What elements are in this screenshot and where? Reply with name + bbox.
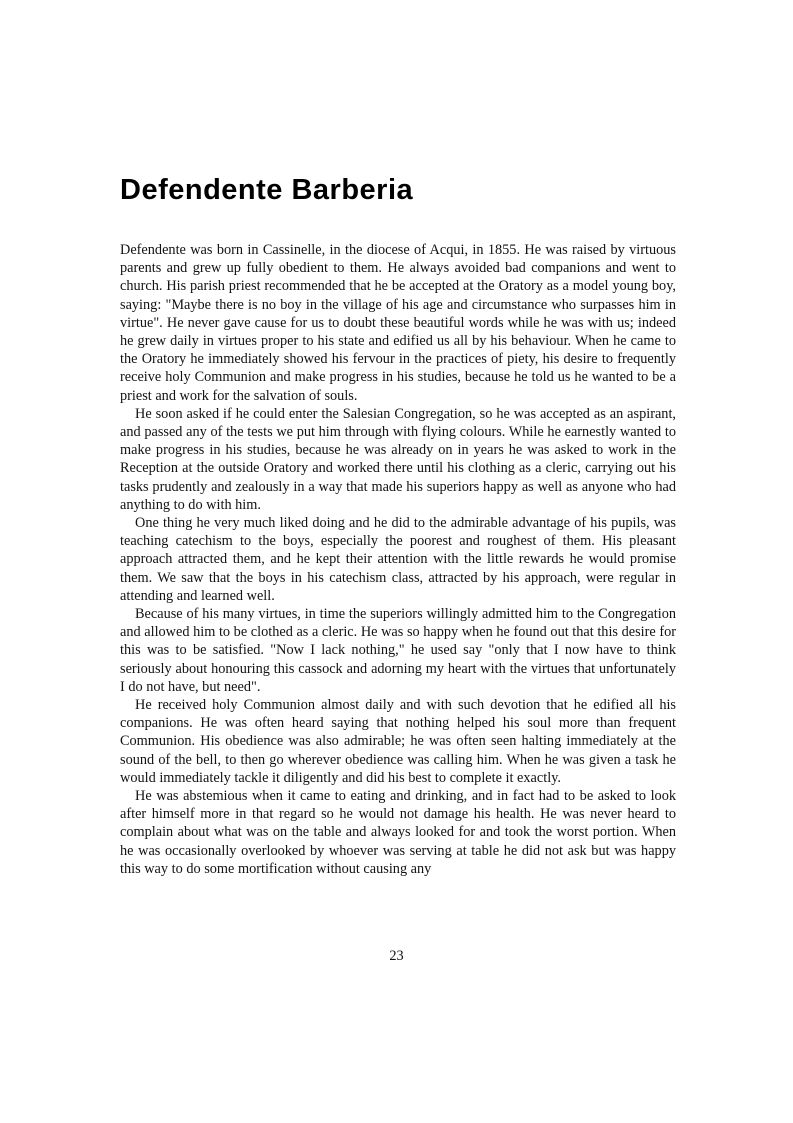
body-paragraph: He soon asked if he could enter the Salesian Congregation, so he was accepted as an aspirant, and passed any of the tests we put him through with flying colours. While he earnestly wanted to make progress in his studies, because he was already on in years he was asked to work in the Reception at the outside Oratory and worked there until his clothing as a cleric, carrying out his tasks prudently and zealously in a way that made his superiors happy as well as anyone who had anything to do with him.: [120, 405, 676, 513]
page-number: 23: [389, 948, 404, 964]
body-paragraph: One thing he very much liked doing and he did to the admirable advantage of his pupils, was teaching catechism to the boys, especially the poorest and roughest of them. His pleasant approach attracted them, and he kept their attention with the little rewards he would promise them. We saw that the boys in his catechism class, attracted by his approach, were regular in attending and learned well.: [120, 514, 676, 604]
body-paragraph: He received holy Communion almost daily and with such devotion that he edified all his companions. He was often heard saying that nothing helped his soul more than frequent Communion. His obedience was also admirable; he was often seen halting immediately at the sound of the bell, to then go wherever obedience was calling him. When he was given a task he would immediately tackle it diligently and did his best to complete it exactly.: [120, 696, 676, 786]
text-column: [120, 175, 676, 878]
body-paragraph: Defendente was born in Cassinelle, in the diocese of Acqui, in 1855. He was raised by virtuous parents and grew up fully obedient to them. He always avoided bad companions and went to church. His parish priest recommended that he be accepted at the Oratory as a model young boy, saying: "Maybe there is no boy in the village of his age and circumstance who surpasses him in virtue". He never gave cause for us to doubt these beautiful words while he was with us; indeed he grew daily in virtues proper to his state and edified us all by his behaviour. When he came to the Oratory he immediately showed his fervour in the practices of piety, his desire to frequently receive holy Communion and make progress in his studies, because he told us he wanted to be a priest and work for the salvation of souls.: [120, 241, 676, 404]
page-title: Defendente Barberia: [120, 174, 414, 206]
body-paragraph: He was abstemious when it came to eating and drinking, and in fact had to be asked to look after himself more in that regard so he would not damage his health. He was never heard to complain about what was on the table and always looked for and took the worst portion. When he was occasionally overlooked by whoever was serving at table he did not ask but was happy this way to do some mortification without causing any: [120, 787, 676, 877]
body-paragraph: Because of his many virtues, in time the superiors willingly admitted him to the Congregation and allowed him to be clothed as a cleric. He was so happy when he found out that this desire for this was to be satisfied. "Now I lack nothing," he used say "only that I now have to think seriously about honouring this cassock and adorning my heart with the virtues that unfortunately I do not have, but need".: [120, 605, 676, 695]
body-text: [120, 241, 676, 878]
